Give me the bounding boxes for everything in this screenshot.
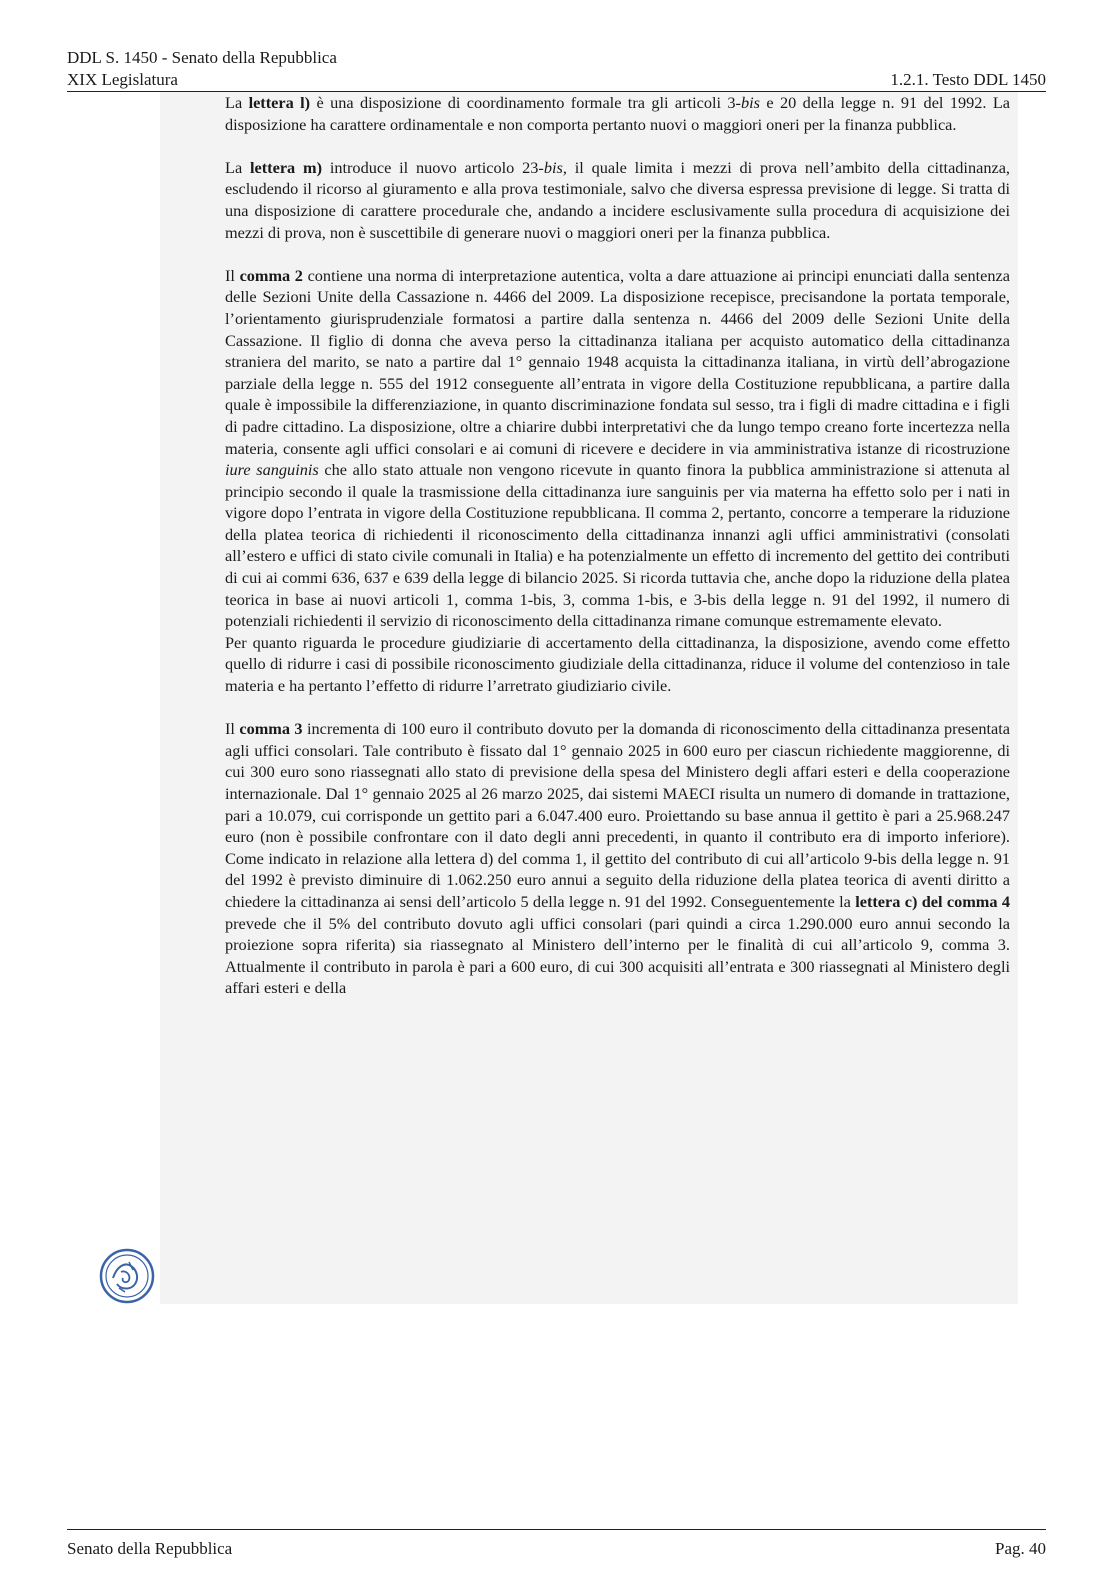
senate-seal-icon — [99, 1248, 155, 1304]
bold-run: comma 2 — [239, 265, 303, 285]
text-run: Il — [225, 719, 240, 739]
text-run: La — [225, 93, 249, 112]
bold-run: lettera m) — [250, 157, 322, 177]
italic-run: iure sanguinis — [225, 460, 319, 480]
italic-run: bis — [740, 93, 760, 112]
text-run: Il — [225, 265, 240, 285]
header-bar — [67, 70, 1046, 92]
text-run: è una disposizione di coordinamento formale tra gli articoli 3- — [310, 93, 741, 112]
page-number: Pag. 40 — [995, 1539, 1046, 1558]
text-run: incrementa di 100 euro il contributo dovuto per la domanda di riconoscimento della cittadinanza presentata agli uffici consolari. Tale contributo è fissato dal 1° gennaio 2025 in 600 euro per ciascun richiedente maggiorenne, di cui 300 euro sono riassegnati allo stato di previsione della spesa del Ministero degli affari esteri e della cooperazione internazionale. Dal 1° gennaio 2025 al 26 marzo 2025, dai sistemi MAECI risulta un numero di domande in trattazione, pari a 10.079, cui corrisponde un gettito pari a 6.047.400 euro. Proiettando su base annua il gettito è pari a 25.968.247 euro (non è possibile confrontare con il dato degli anni precedenti, in quanto il contributo era di importo inferiore). Come indicato in relazione alla lettera d) del comma 1, il gettito del contributo di cui all’articolo 9-bis della legge n. 91 del 1992 è previsto diminuire di 1.062.250 euro annui a seguito della riduzione della platea teorica di aventi diritto a chiedere la cittadinanza ai sensi dell’articolo 5 della legge n. 91 del 1992. Conseguentemente la — [225, 719, 1011, 911]
paragraph-comma-2 — [225, 265, 1010, 632]
bold-run: lettera l) — [248, 93, 311, 112]
text-run: La — [225, 157, 250, 177]
bold-run: comma 3 — [239, 719, 303, 739]
text-run: , il quale limita i mezzi di prova nell’ambito della cittadinanza, escludendo il ricorso al giuramento e alla prova testimoniale, salvo che diversa espressa previsione di legge. Si tratta di una disposizione di carattere procedurale che, andando a incidere esclusivamente sulla procedura di acquisizione dei mezzi di prova, non è suscettibile di generare nuovi o maggiori oneri per la finanza pubblica. — [225, 157, 1010, 242]
paragraph-procedure-giudiziarie: Per quanto riguarda le procedure giudiziarie di accertamento della cittadinanza, la disposizione, avendo come effetto quello di ridurre i casi di possibile riconoscimento giudiziale della cittadinanza, riduce il volume del contenzioso in tale materia e ha pertanto l’effetto di ridurre l’arretrato giudiziario civile. — [225, 632, 1010, 696]
paragraph-lettera-l — [225, 92, 1010, 135]
footer-institution: Senato della Repubblica — [67, 1539, 233, 1558]
document-body — [225, 92, 1010, 1021]
header-section: 1.2.1. Testo DDL 1450 — [890, 70, 1046, 89]
page-footer — [67, 1529, 1046, 1559]
text-run: introduce il nuovo articolo 23- — [322, 157, 544, 177]
header-legislature: XIX Legislatura — [67, 70, 178, 89]
text-run: e 20 della legge n. 91 del 1992. La disposizione ha carattere ordinamentale e non comporta pertanto nuovi o maggiori oneri per la finanza pubblica. — [225, 93, 1011, 134]
italic-run: bis — [543, 157, 563, 177]
header-document-title: DDL S. 1450 - Senato della Repubblica — [67, 48, 337, 67]
text-run: contiene una norma di interpretazione autentica, volta a dare attuazione ai principi enunciati dalla sentenza delle Sezioni Unite della Cassazione n. 4466 del 2009. La disposizione recepisce, precisandone la portata temporale, l’orientamento giurisprudenziale formatosi a partire dalla sentenza n. 4466 del 2009 delle Sezioni Unite della Cassazione. Il figlio di donna che aveva perso la cittadinanza italiana per acquisto automatico della cittadinanza straniera del marito, se nato a partire dal 1° gennaio 1948 acquista la cittadinanza italiana, in virtù dell’abrogazione parziale della legge n. 555 del 1912 conseguente all’entrata in vigore della Costituzione repubblicana, a partire dalla quale è impossibile la differenziazione, in quanto discriminazione fondata sul sesso, tra i figli di madre cittadina e i figli di padre cittadino. La disposizione, oltre a chiarire dubbi interpretativi che da lungo tempo creano forte incertezza nella materia, consente agli uffici consolari e ai comuni di ricevere e decidere in via amministrativa istanze di ricostruzione — [225, 265, 1010, 458]
paragraph-lettera-m — [225, 157, 1010, 243]
paragraph-comma-3 — [225, 718, 1010, 999]
text-run: prevede che il 5% del contributo dovuto agli uffici consolari (pari quindi a circa 1.290.000 euro annui secondo la proiezione sopra riferita) sia riassegnato al Ministero dell’interno per le finalità di cui all’articolo 9, comma 3. Attualmente il contributo in parola è pari a 600 euro, di cui 300 acquisiti all’entrata e 300 riassegnati al Ministero degli affari esteri e della — [225, 913, 1010, 998]
text-run: che allo stato attuale non vengono ricevute in quanto finora la pubblica amministrazione si attenuta al principio secondo il quale la trasmissione della cittadinanza iure sanguinis per via materna ha effetto solo per i nati in vigore dopo l’entrata in vigore della Costituzione repubblicana. Il comma 2, pertanto, concorre a temperare la riduzione della platea teorica di richiedenti il riconoscimento della cittadinanza innanzi agli uffici amministrativi (consolati all’estero e uffici di stato civile comunali in Italia) e ha potenzialmente un effetto di incremento del gettito dei contributi di cui ai commi 636, 637 e 639 della legge di bilancio 2025. Si ricorda tuttavia che, anche dopo la riduzione della platea teorica in base ai nuovi articoli 1, comma 1-bis, 3, comma 1-bis, e 3-bis della legge n. 91 del 1992, il numero di potenziali richiedenti il servizio di riconoscimento della cittadinanza rimane comunque estremamente elevato. — [225, 460, 1010, 631]
bold-run: lettera c) del comma 4 — [855, 891, 1010, 911]
